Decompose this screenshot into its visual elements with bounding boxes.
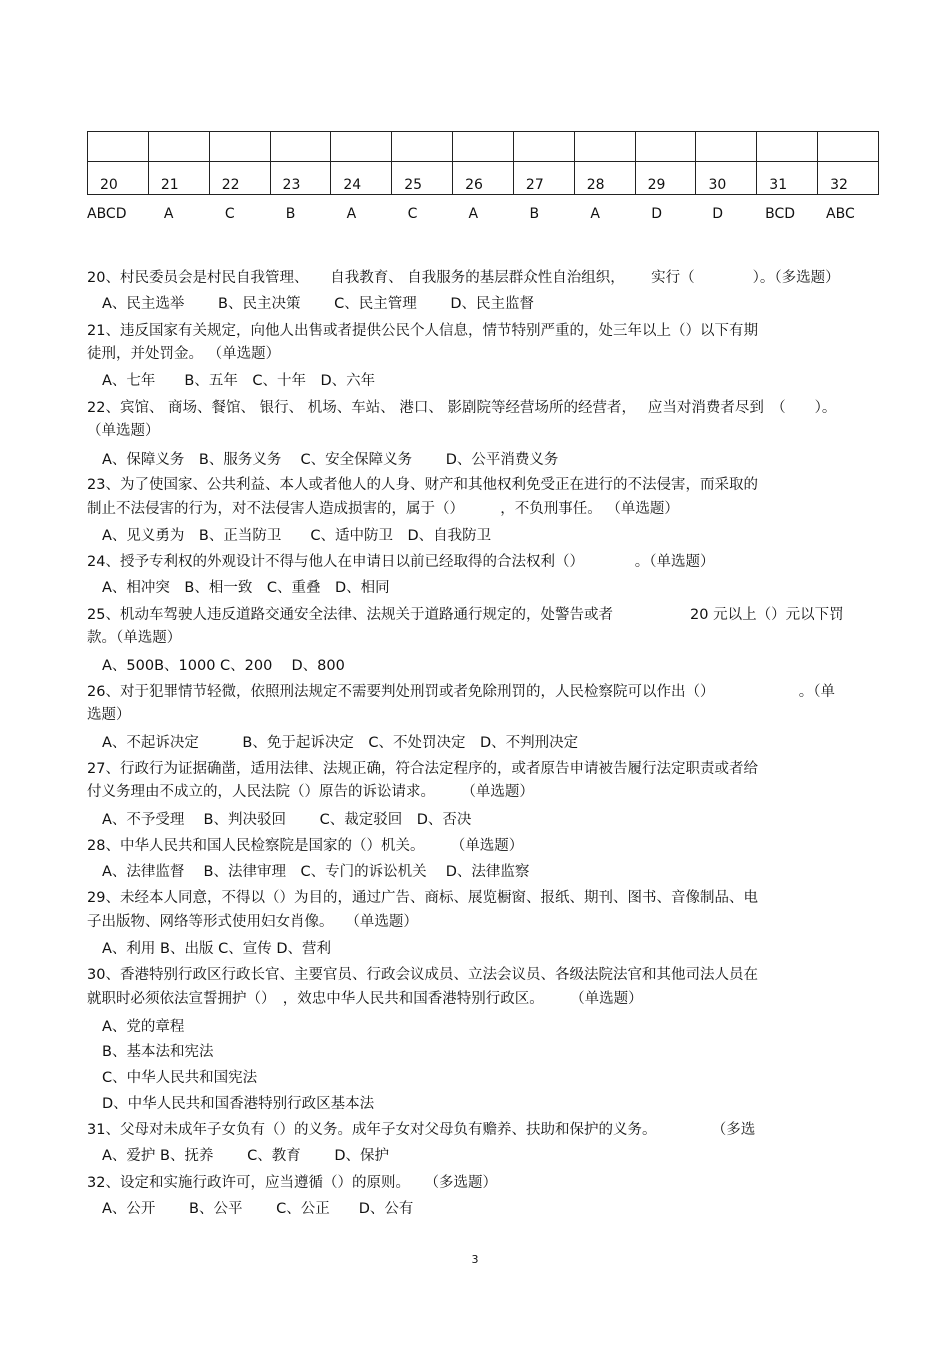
answer-key: A: [346, 206, 357, 222]
question-23-text: 23、为了使国家、公共利益、本人或者他人的人身、财产和其他权利免受正在进行的不法侵害，而采取的: [87, 477, 758, 493]
page-number: 3: [471, 1253, 479, 1266]
question-number-cell: 32: [818, 162, 879, 195]
question-number-cell: 21: [148, 162, 209, 195]
question-26-text-line2: 选题）: [87, 707, 131, 723]
question-26-text: 26、对于犯罪情节轻微，依照刑法规定不需要判处刑罚或者免除刑罚的，人民检察院可以作出（） 。（单: [87, 684, 836, 700]
question-28-text: 28、中华人民共和国人民检察院是国家的（）机关。 （单选题）: [87, 838, 524, 854]
answer-table-number-row: [88, 162, 879, 195]
answer-key: BCD: [765, 206, 796, 222]
question-number-cell: 23: [270, 162, 331, 195]
question-21-options: A、七年 B、五年 C、十年 D、六年: [102, 373, 376, 389]
question-28-options: A、法律监督 B、法律审理 C、专门的诉讼机关 D、法律监察: [102, 864, 530, 880]
question-23-text-line2: 制止不法侵害的行为，对不法侵害人造成损害的，属于（） ，不负刑事任。 （单选题）: [87, 501, 679, 517]
answer-key: ABCD: [87, 206, 127, 222]
answer-key-row: [87, 206, 879, 222]
answer-table: [87, 131, 879, 195]
question-number-cell: 25: [392, 162, 453, 195]
question-20-options: A、民主选举 B、民主决策 C、民主管理 D、民主监督: [102, 296, 534, 312]
question-24-text: 24、授予专利权的外观设计不得与他人在申请日以前已经取得的合法权利（） 。（单选题）: [87, 554, 715, 570]
question-number-cell: 22: [209, 162, 270, 195]
question-number-cell: 31: [757, 162, 818, 195]
answer-key: B: [529, 206, 540, 222]
question-number-cell: 30: [696, 162, 757, 195]
answer-key: D: [651, 206, 663, 222]
question-number-cell: 28: [574, 162, 635, 195]
question-number-cell: 27: [513, 162, 574, 195]
question-32-text: 32、设定和实施行政许可，应当遵循（）的原则。 （多选题）: [87, 1175, 497, 1191]
answer-key: C: [407, 206, 418, 222]
question-30-option-a: A、党的章程: [102, 1019, 185, 1035]
question-29-options: A、利用 B、出版 C、宣传 D、营利: [102, 941, 331, 957]
question-25-text: 25、机动车驾驶人违反道路交通安全法律、法规关于道路通行规定的，处警告或者 20 元以上（）元以下罚: [87, 607, 844, 623]
question-30-option-b: B、基本法和宪法: [102, 1044, 214, 1060]
question-26-options: A、不起诉决定 B、免于起诉决定 C、不处罚决定 D、不判刑决定: [102, 735, 579, 751]
question-30-option-c: C、中华人民共和国宪法: [102, 1070, 258, 1086]
answer-key: C: [224, 206, 235, 222]
answer-key: B: [285, 206, 296, 222]
question-22-options: A、保障义务 B、服务义务 C、安全保障义务 D、公平消费义务: [102, 452, 559, 468]
question-27-text-line2: 付义务理由不成立的，人民法院（）原告的诉讼请求。 （单选题）: [87, 784, 534, 800]
question-30-text-line2: 就职时必须依法宣誓拥护（） ，效忠中华人民共和国香港特别行政区。 （单选题）: [87, 991, 643, 1007]
question-21-text-line2: 徒刑，并处罚金。 （单选题）: [87, 346, 281, 362]
question-number-cell: 26: [453, 162, 514, 195]
question-21-text: 21、违反国家有关规定，向他人出售或者提供公民个人信息，情节特别严重的，处三年以上（）以下有期: [87, 323, 758, 339]
question-27-text: 27、行政行为证据确凿，适用法律、法规正确，符合法定程序的，或者原告申请被告履行法定职责或者给: [87, 761, 758, 777]
question-25-text-line2: 款。（单选题）: [87, 630, 182, 646]
question-24-options: A、相冲突 B、相一致 C、重叠 D、相同: [102, 580, 390, 596]
question-25-options: A、500B、1000 C、200 D、800: [102, 658, 345, 674]
answer-key: A: [590, 206, 600, 222]
question-32-options: A、公开 B、公平 C、公正 D、公有: [102, 1201, 414, 1217]
question-29-text-line2: 子出版物、网络等形式使用妇女肖像。 （单选题）: [87, 914, 418, 930]
question-22-text-line2: （单选题）: [87, 423, 160, 439]
question-23-options: A、见义勇为 B、正当防卫 C、适中防卫 D、自我防卫: [102, 528, 492, 544]
answer-key: A: [163, 206, 174, 222]
answer-table-blank-row: [88, 132, 879, 162]
answer-key: ABC: [826, 206, 855, 222]
question-29-text: 29、未经本人同意，不得以（）为目的，通过广告、商标、展览橱窗、报纸、期刊、图书、音像制品、电: [87, 890, 758, 906]
question-number-cell: 24: [331, 162, 392, 195]
question-20-text: 20、村民委员会是村民自我管理、 自我教育、 自我服务的基层群众性自治组织， 实行（ ）。（多选题）: [87, 270, 840, 286]
question-27-options: A、不予受理 B、判决驳回 C、裁定驳回 D、否决: [102, 812, 472, 828]
question-31-text: 31、父母对未成年子女负有（）的义务。成年子女对父母负有赡养、扶助和保护的义务。 （多选: [87, 1122, 756, 1138]
question-30-text: 30、香港特别行政区行政长官、主要官员、行政会议成员、立法会议员、各级法院法官和其他司法人员在: [87, 967, 758, 983]
question-31-options: A、爱护 B、抚养 C、教育 D、保护: [102, 1148, 389, 1164]
answer-key: A: [468, 206, 479, 222]
question-30-option-d: D、中华人民共和国香港特别行政区基本法: [102, 1096, 375, 1112]
question-22-text: 22、宾馆、 商场、餐馆、 银行、 机场、车站、 港口、 影剧院等经营场所的经营者， 应当对消费者尽到 （ ）。: [87, 400, 837, 416]
question-number-cell: 29: [635, 162, 696, 195]
question-number-cell: 20: [88, 162, 149, 195]
answer-key: D: [712, 206, 723, 222]
